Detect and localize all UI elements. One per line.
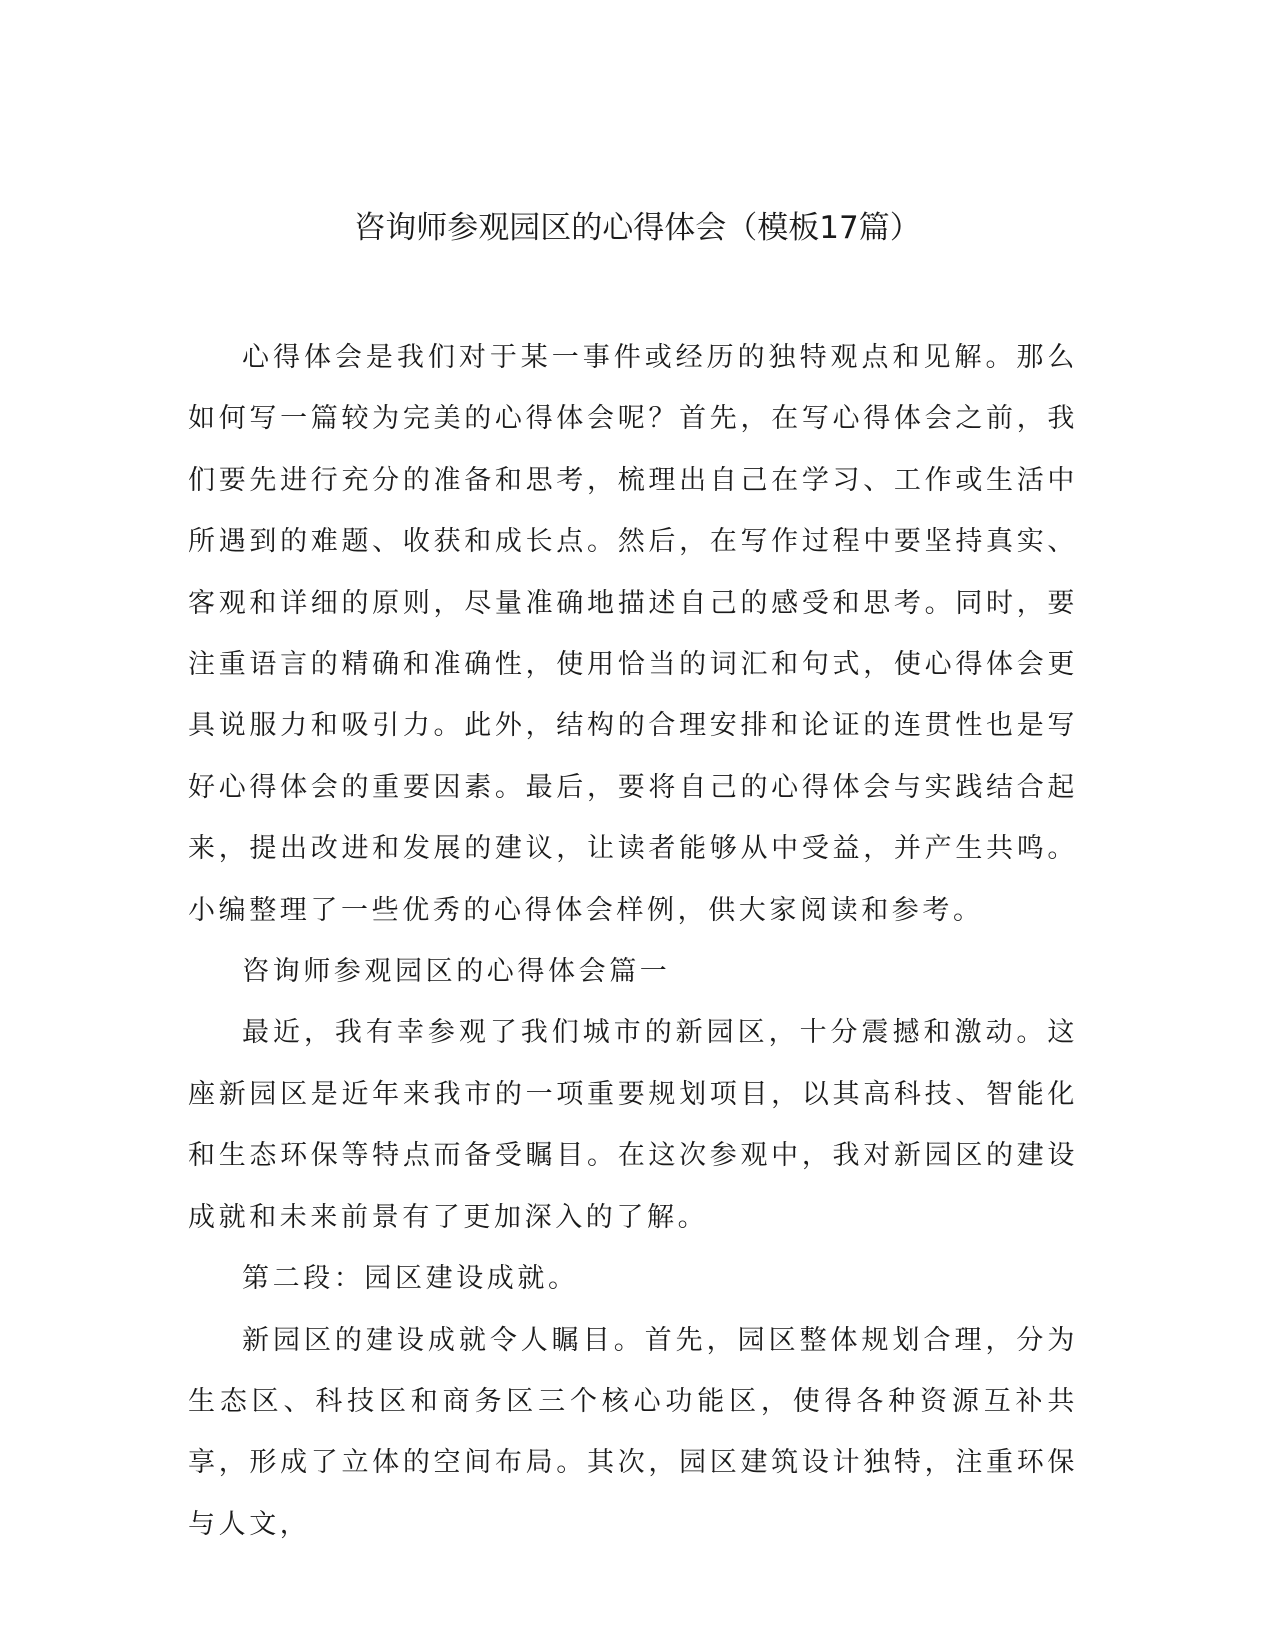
body-paragraph: 最近，我有幸参观了我们城市的新园区，十分震撼和激动。这座新园区是近年来我市的一项重要规划项目，以其高科技、智能化和生态环保等特点而备受瞩目。在这次参观中，我对新园区的建设成就和未来前景有了更加深入的了解。: [188, 1017, 1078, 1233]
section-heading-second-paragraph: 第二段：园区建设成就。: [242, 1263, 579, 1295]
intro-paragraph: 心得体会是我们对于某一事件或经历的独特观点和见解。那么如何写一篇较为完美的心得体会呢？首先，在写心得体会之前，我们要先进行充分的准备和思考，梳理出自己在学习、工作或生活中所遇到的难题、收获和成长点。然后，在写作过程中要坚持真实、客观和详细的原则，尽量准确地描述自己的感受和思考。同时，要注重语言的精确和准确性，使用恰当的词汇和句式，使心得体会更具说服力和吸引力。此外，结构的合理安排和论证的连贯性也是写好心得体会的重要因素。最后，要将自己的心得体会与实践结合起来，提出改进和发展的建议，让读者能够从中受益，并产生共鸣。小编整理了一些优秀的心得体会样例，供大家阅读和参考。: [188, 342, 1078, 926]
document-body: [188, 327, 1078, 1555]
body-paragraph: 新园区的建设成就令人瞩目。首先，园区整体规划合理，分为生态区、科技区和商务区三个核心功能区，使得各种资源互补共享，形成了立体的空间布局。其次，园区建筑设计独特，注重环保与人文，: [188, 1324, 1078, 1540]
document-title: 咨询师参观园区的心得体会（模板17篇）: [354, 210, 921, 246]
section-heading-part-one: 咨询师参观园区的心得体会篇一: [242, 956, 671, 988]
